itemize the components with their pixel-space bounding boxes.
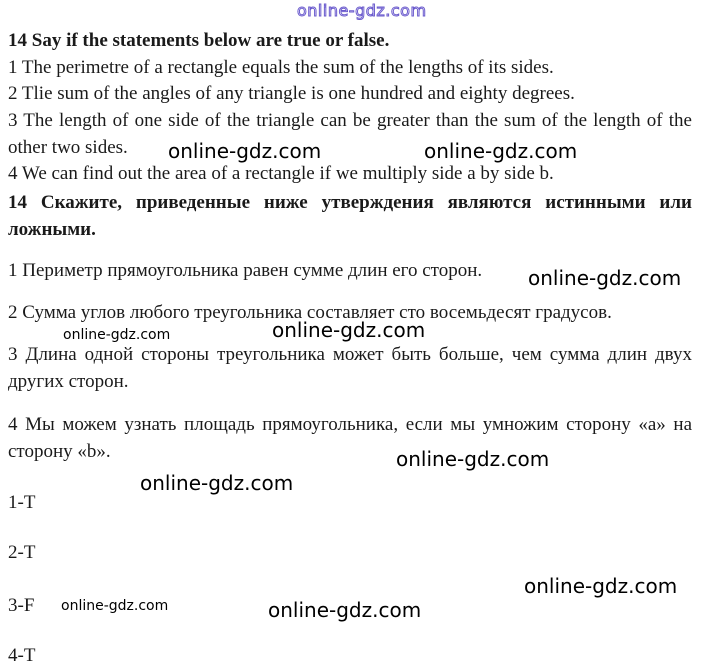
answer-3: 3-F	[8, 595, 35, 616]
english-statement-1: 1 The perimetre of a rectangle equals the sum of the lengths of its sides.	[8, 57, 554, 78]
russian-statement-2: 2 Сумма углов любого треугольника составляет сто восемьдесят градусов.	[8, 302, 612, 323]
russian-statement-3: 3 Длина одной стороны треугольника может быть больше, чем сумма длин двух других сторон.	[8, 344, 692, 392]
answer-2: 2-T	[8, 542, 36, 563]
english-heading: 14 Say if the statements below are true or false.	[8, 30, 390, 51]
answer-4: 4-T	[8, 645, 36, 666]
english-statement-4: 4 We can find out the area of a rectangle if we multiply side a by side b.	[8, 163, 554, 184]
russian-heading: 14 Скажите, приведенные ниже утверждения являются истинными или ложными.	[8, 192, 692, 240]
watermark: online-gdz.com	[168, 139, 322, 163]
answer-1: 1-T	[8, 492, 36, 513]
russian-statement-1: 1 Периметр прямоугольника равен сумме длин его сторон.	[8, 260, 483, 281]
watermark: online-gdz.com	[528, 266, 682, 290]
watermark: online-gdz.com	[268, 598, 422, 622]
watermark: online-gdz.com	[140, 471, 294, 495]
watermark: online-gdz.com	[63, 327, 171, 343]
english-statement-2: 2 Tlie sum of the angles of any triangle is one hundred and eighty degrees.	[8, 83, 575, 104]
top-watermark: online-gdz.com	[297, 1, 427, 20]
watermark: online-gdz.com	[272, 318, 426, 342]
watermark: online-gdz.com	[61, 598, 169, 614]
russian-statement-4: 4 Мы можем узнать площадь прямоугольника, если мы умножим сторону «а» на сторону «b».	[8, 414, 692, 462]
watermark: online-gdz.com	[524, 574, 678, 598]
watermark: online-gdz.com	[424, 139, 578, 163]
english-statement-3: 3 The length of one side of the triangle can be greater than the sum of the length of the other two sides.	[8, 110, 692, 158]
watermark: online-gdz.com	[396, 447, 550, 471]
